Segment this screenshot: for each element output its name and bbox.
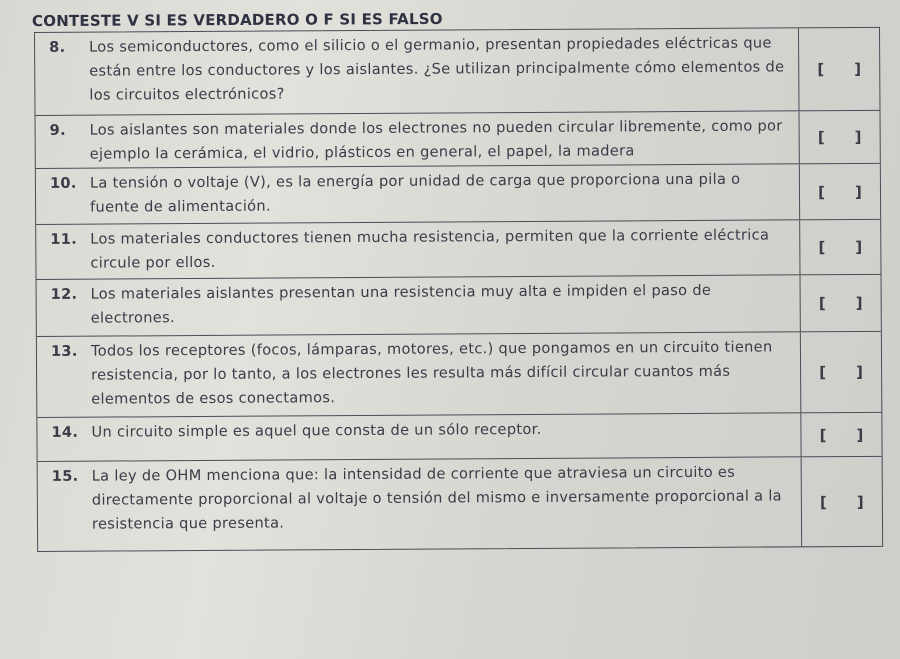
answer-close-bracket: ] [855, 293, 863, 312]
question-number: 12. [50, 285, 78, 303]
question-text: Los materiales aislantes presentan una resistencia muy alta e impiden el paso de electrones. [90, 281, 712, 327]
worksheet-title: CONTESTE V SI ES VERDADERO O F SI ES FALSO [31, 9, 443, 31]
question-row [35, 28, 879, 116]
question-row [37, 275, 881, 337]
question-cell [37, 413, 800, 461]
true-false-table [34, 27, 883, 552]
question-number: 14. [51, 423, 79, 441]
answer-open-bracket: [ [818, 238, 826, 257]
question-row [36, 220, 880, 280]
question-cell [35, 28, 798, 115]
answer-close-bracket: ] [855, 237, 863, 256]
question-text: Los materiales conductores tienen mucha resistencia, permiten que la corriente eléctrica circule por ellos. [90, 226, 770, 272]
answer-box[interactable] [798, 28, 879, 110]
question-cell [36, 220, 799, 279]
answer-close-bracket: ] [856, 492, 864, 511]
answer-box[interactable] [800, 413, 881, 456]
question-cell [36, 164, 799, 224]
question-number: 11. [50, 230, 78, 248]
question-text: Un circuito simple es aquel que consta de un sólo receptor. [91, 420, 542, 441]
answer-open-bracket: [ [819, 363, 827, 382]
question-row [36, 164, 880, 225]
question-text: La tensión o voltaje (V), es la energía por unidad de carga que proporciona una pila o fuente de alimentación. [89, 170, 741, 216]
question-text: Todos los receptores (focos, lámparas, motores, etc.) que pongamos en un circuito tienen resistencia, por lo tanto, a los electrones les resulta más difícil circular cuantos más elementos de esos conectamos. [90, 338, 773, 408]
answer-box[interactable] [800, 332, 881, 412]
answer-open-bracket: [ [817, 60, 825, 79]
answer-close-bracket: ] [856, 362, 864, 381]
question-cell [37, 332, 800, 417]
answer-close-bracket: ] [854, 59, 862, 78]
question-cell [37, 275, 800, 336]
question-number: 8. [49, 38, 66, 56]
answer-box[interactable] [798, 111, 879, 163]
question-cell [36, 111, 799, 168]
question-number: 9. [49, 121, 66, 139]
question-text: Los semiconductores, como el silicio o el germanio, presentan propiedades eléctricas que están entre los conductores y los aislantes. ¿Se utilizan principalmente cómo elementos de los circuitos electrónicos? [89, 34, 785, 104]
question-row [38, 457, 883, 551]
question-number: 10. [49, 174, 77, 192]
answer-close-bracket: ] [856, 425, 864, 444]
question-row [36, 111, 880, 169]
question-text: Los aislantes son materiales donde los electrones no pueden circular libremente, como por ejemplo la cerámica, el vidrio, plásticos en general, el papel, la madera [89, 117, 783, 163]
answer-close-bracket: ] [854, 182, 862, 201]
answer-box[interactable] [801, 457, 883, 546]
question-row [37, 413, 881, 462]
answer-open-bracket: [ [819, 492, 827, 511]
answer-close-bracket: ] [854, 127, 862, 146]
question-number: 13. [50, 342, 78, 360]
question-row [37, 332, 881, 418]
answer-box[interactable] [799, 164, 880, 219]
question-cell [38, 457, 802, 551]
answer-open-bracket: [ [817, 128, 825, 147]
answer-open-bracket: [ [818, 182, 826, 201]
question-number: 15. [51, 467, 79, 485]
answer-open-bracket: [ [818, 294, 826, 313]
answer-box[interactable] [799, 220, 880, 274]
answer-open-bracket: [ [819, 425, 827, 444]
question-text: La ley de OHM menciona que: la intensidad de corriente que atraviesa un circuito es directamente proporcional al voltaje o tensión del mismo e inversamente proporcional a la resistencia que presenta. [91, 463, 782, 533]
answer-box[interactable] [800, 275, 881, 331]
